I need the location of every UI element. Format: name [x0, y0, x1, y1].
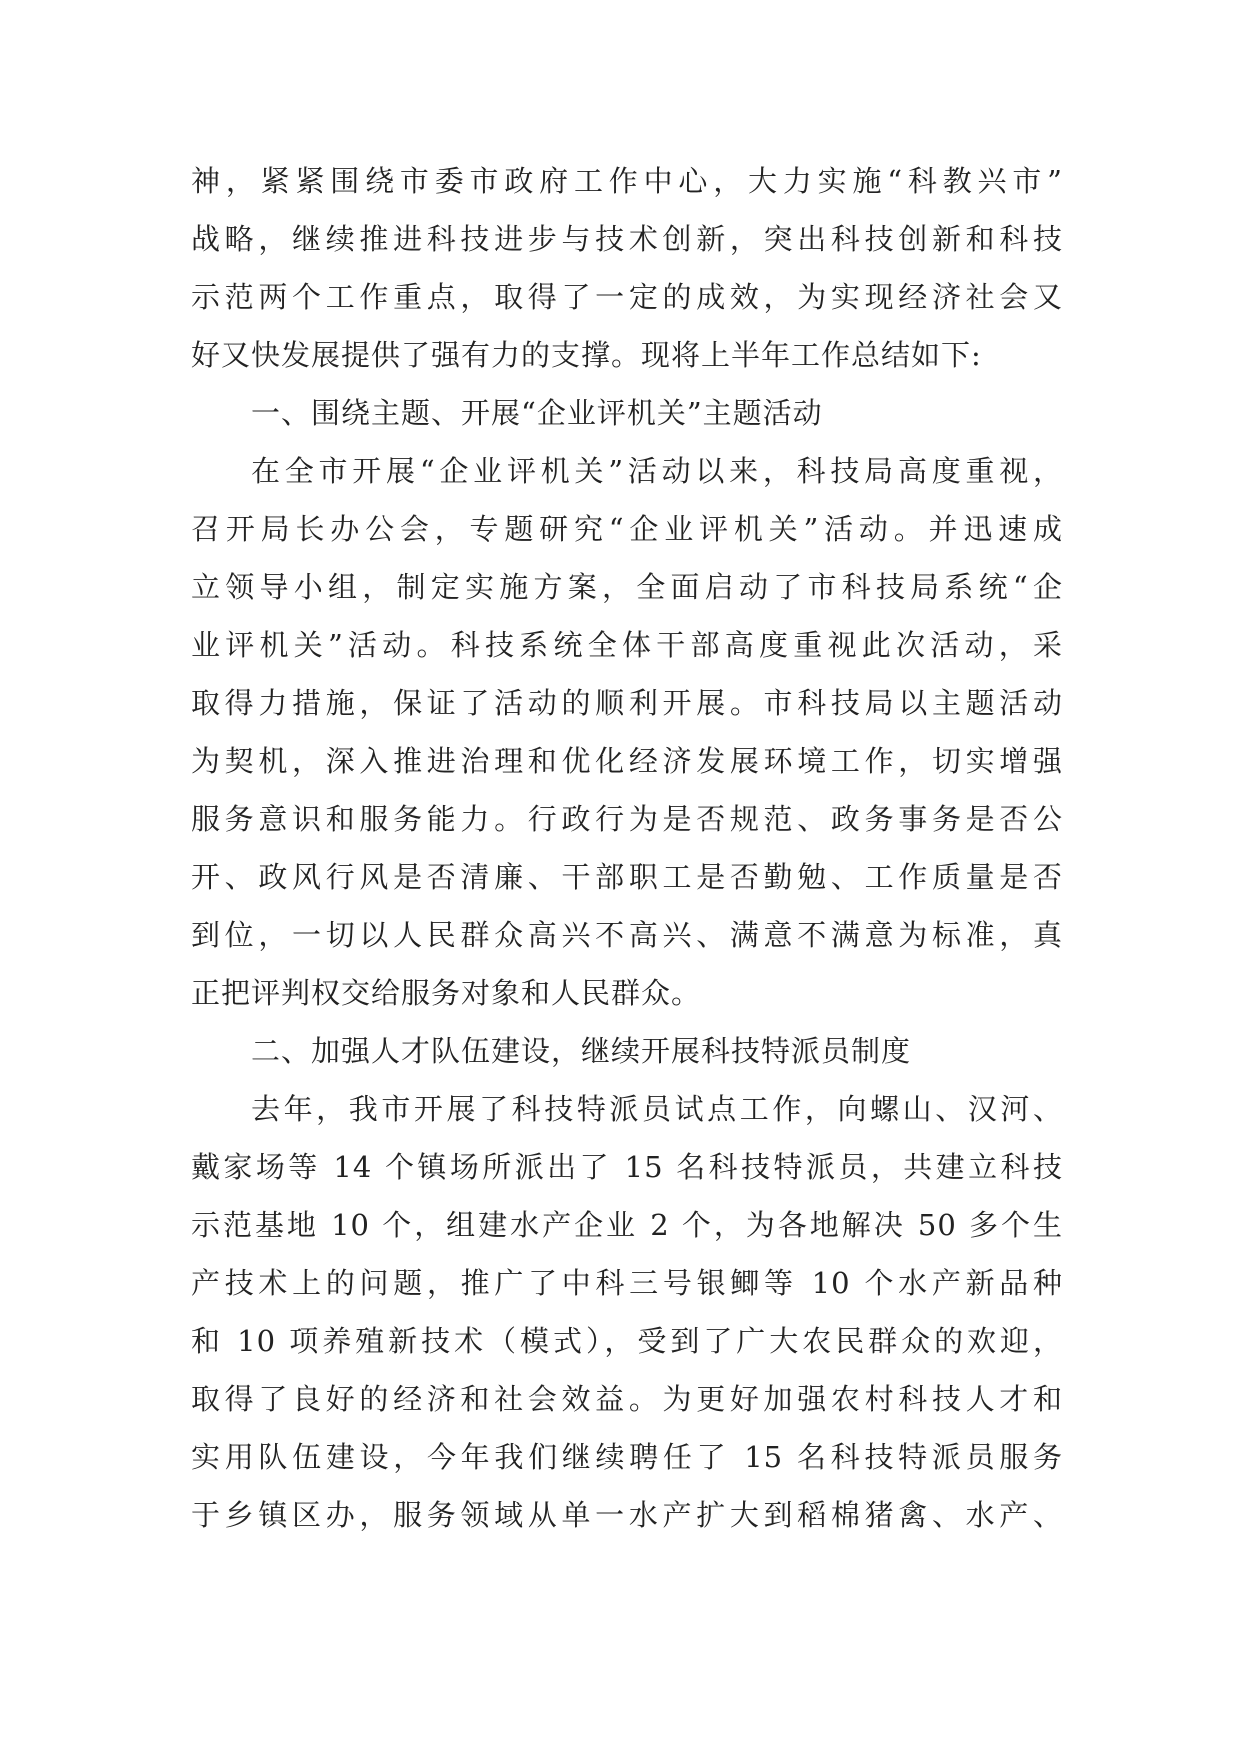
section-heading-1: 一、围绕主题、开展“企业评机关”主题活动 [251, 396, 823, 430]
body-text-line: 戴家场等 14 个镇场所派出了 15 名科技特派员，共建立科技 [191, 1150, 1063, 1184]
body-text-line: 立领导小组，制定实施方案，全面启动了市科技局系统“企 [191, 570, 1063, 604]
body-text-line: 为契机，深入推进治理和优化经济发展环境工作，切实增强 [191, 744, 1063, 778]
body-text-line: 于乡镇区办，服务领域从单一水产扩大到稻棉猪禽、水产、 [191, 1498, 1063, 1532]
body-text-line: 和 10 项养殖新技术（模式），受到了广大农民群众的欢迎， [191, 1324, 1063, 1358]
body-text-line: 在全市开展“企业评机关”活动以来，科技局高度重视， [251, 454, 1063, 488]
body-text-line: 实用队伍建设，今年我们继续聘任了 15 名科技特派员服务 [191, 1440, 1063, 1474]
body-text-line: 开、政风行风是否清廉、干部职工是否勤勉、工作质量是否 [191, 860, 1063, 894]
body-text-line: 示范基地 10 个，组建水产企业 2 个，为各地解决 50 多个生 [191, 1208, 1063, 1242]
body-text-line: 神，紧紧围绕市委市政府工作中心，大力实施“科教兴市” [191, 164, 1063, 198]
section-heading-2: 二、加强人才队伍建设，继续开展科技特派员制度 [251, 1034, 912, 1068]
body-text-line: 示范两个工作重点，取得了一定的成效，为实现经济社会又 [191, 280, 1063, 314]
body-text-line: 产技术上的问题，推广了中科三号银鲫等 10 个水产新品种 [191, 1266, 1063, 1300]
document-page [191, 152, 1063, 1544]
body-text-line: 战略，继续推进科技进步与技术创新，突出科技创新和科技 [191, 222, 1063, 256]
body-text-line: 到位，一切以人民群众高兴不高兴、满意不满意为标准，真 [191, 918, 1063, 952]
body-text-line: 服务意识和服务能力。行政行为是否规范、政务事务是否公 [191, 802, 1063, 836]
body-text-line: 取得了良好的经济和社会效益。为更好加强农村科技人才和 [191, 1382, 1063, 1416]
body-text-line: 召开局长办公会，专题研究“企业评机关”活动。并迅速成 [191, 512, 1063, 546]
body-text-line: 正把评判权交给服务对象和人民群众。 [191, 976, 702, 1010]
body-text-line: 业评机关”活动。科技系统全体干部高度重视此次活动，采 [191, 628, 1063, 662]
body-text-line: 去年，我市开展了科技特派员试点工作，向螺山、汉河、 [251, 1092, 1063, 1126]
body-text-line: 取得力措施，保证了活动的顺利开展。市科技局以主题活动 [191, 686, 1063, 720]
body-text-line: 好又快发展提供了强有力的支撑。现将上半年工作总结如下: [191, 338, 982, 372]
